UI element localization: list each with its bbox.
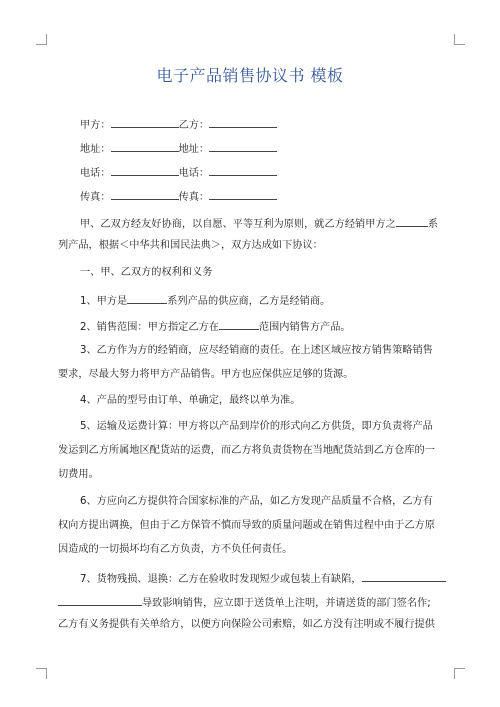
jiafang-address-blank (111, 140, 179, 152)
clause-3-line-2: 要求，尽最大努力将甲方产品销售。甲方也应保供应足够的货源。 (58, 369, 354, 380)
clause-1-blank (127, 292, 167, 304)
jiafang-phone-label: 电话： (80, 168, 111, 179)
intro-text-a: 甲、乙双方经友好协商，以自愿、平等互利为原则，就乙方经销甲方之 (80, 219, 396, 230)
clause-2-text-a: 2、销售范围：甲方指定乙方在 (80, 322, 219, 333)
yifang-phone-blank (209, 164, 277, 176)
clause-3-line-1: 3、乙方作为方的经销商，应尽经销商的责任。在上述区域应按方销售策略销售 (80, 345, 433, 356)
clause-2 (80, 318, 351, 335)
party-row-3 (80, 164, 277, 181)
party-row-1 (80, 116, 277, 133)
jiafang-blank (111, 116, 179, 128)
clause-7-text-a: 7、货物残损、退换：乙方在验收时发现短少或包装上有缺陷， (80, 574, 362, 585)
clause-6-line-1: 6、方应向乙方提供符合国家标准的产品，如乙方发现产品质量不合格，乙方有 (80, 496, 433, 507)
yifang-fax-label: 传真： (178, 192, 210, 203)
yifang-phone-label: 电话： (178, 168, 210, 179)
party-row-4 (80, 188, 277, 205)
yifang-fax-blank (209, 188, 277, 200)
yifang-address-blank (209, 140, 277, 152)
jiafang-address-label: 地址： (80, 144, 111, 155)
jiafang-fax-blank (111, 188, 179, 200)
clause-1 (80, 292, 330, 309)
clause-1-text-a: 1、甲方是 (80, 296, 128, 307)
document-title: 电子产品销售协议书 模板 (156, 66, 344, 85)
crop-mark-bottom-left (36, 668, 47, 679)
clause-7-line-3: 乙方有义务提供有关单给方，以便方向保险公司索赔，如乙方没有注明或不履行提供 (58, 619, 435, 630)
yifang-blank (209, 116, 277, 128)
clause-5-line-3: 切费用。 (58, 469, 99, 480)
intro-line-2: 列产品，根据＜中华共和国民法典＞，双方达成如下协议： (58, 240, 323, 251)
intro-text-b: 系 (427, 219, 438, 230)
yifang-label: 乙方： (178, 120, 210, 131)
party-row-2 (80, 140, 277, 157)
section-heading-1: 一、甲、乙双方的权利和义务 (80, 267, 213, 278)
jiafang-fax-label: 传真： (80, 192, 111, 203)
clause-5-line-2: 发运到乙方所属地区配货站的运费，而乙方将负责货物在当地配货站到乙方仓库的一 (58, 445, 435, 456)
clause-6-line-3: 因造成的一切损坏均有乙方负责，方不负任何责任。 (58, 544, 293, 555)
clause-7-text-b: 导致影响销售，应立即于送货单上注明，并请送货的部门签名作; (142, 598, 431, 609)
clause-6-line-2: 权向方提出调换，但由于乙方保管不慎而导致的质量问题或在销售过程中由于乙方原 (58, 520, 435, 531)
clause-4: 4、产品的型号由订单、单确定，最终以单为准。 (80, 395, 301, 406)
clause-2-text-b: 范围内销售方产品。 (258, 322, 351, 333)
crop-mark-bottom-right (454, 668, 465, 679)
crop-mark-top-right (454, 34, 465, 45)
jiafang-phone-blank (111, 164, 179, 176)
intro-product-blank (396, 215, 428, 227)
yifang-address-label: 地址： (178, 144, 210, 155)
crop-mark-top-left (36, 34, 47, 45)
clause-7-line-2 (58, 594, 431, 611)
intro-line-1 (80, 215, 438, 232)
clause-1-text-b: 系列产品的供应商，乙方是经销商。 (167, 296, 331, 307)
clause-7-blank-1 (362, 570, 446, 582)
clause-7-line-1 (80, 570, 446, 587)
clause-7-blank-2 (58, 594, 142, 606)
jiafang-label: 甲方： (80, 120, 111, 131)
clause-2-blank (219, 318, 259, 330)
clause-5-line-1: 5、运输及运费计算：甲方将以产品到岸价的形式向乙方供货，即方负责将产品 (80, 421, 433, 432)
